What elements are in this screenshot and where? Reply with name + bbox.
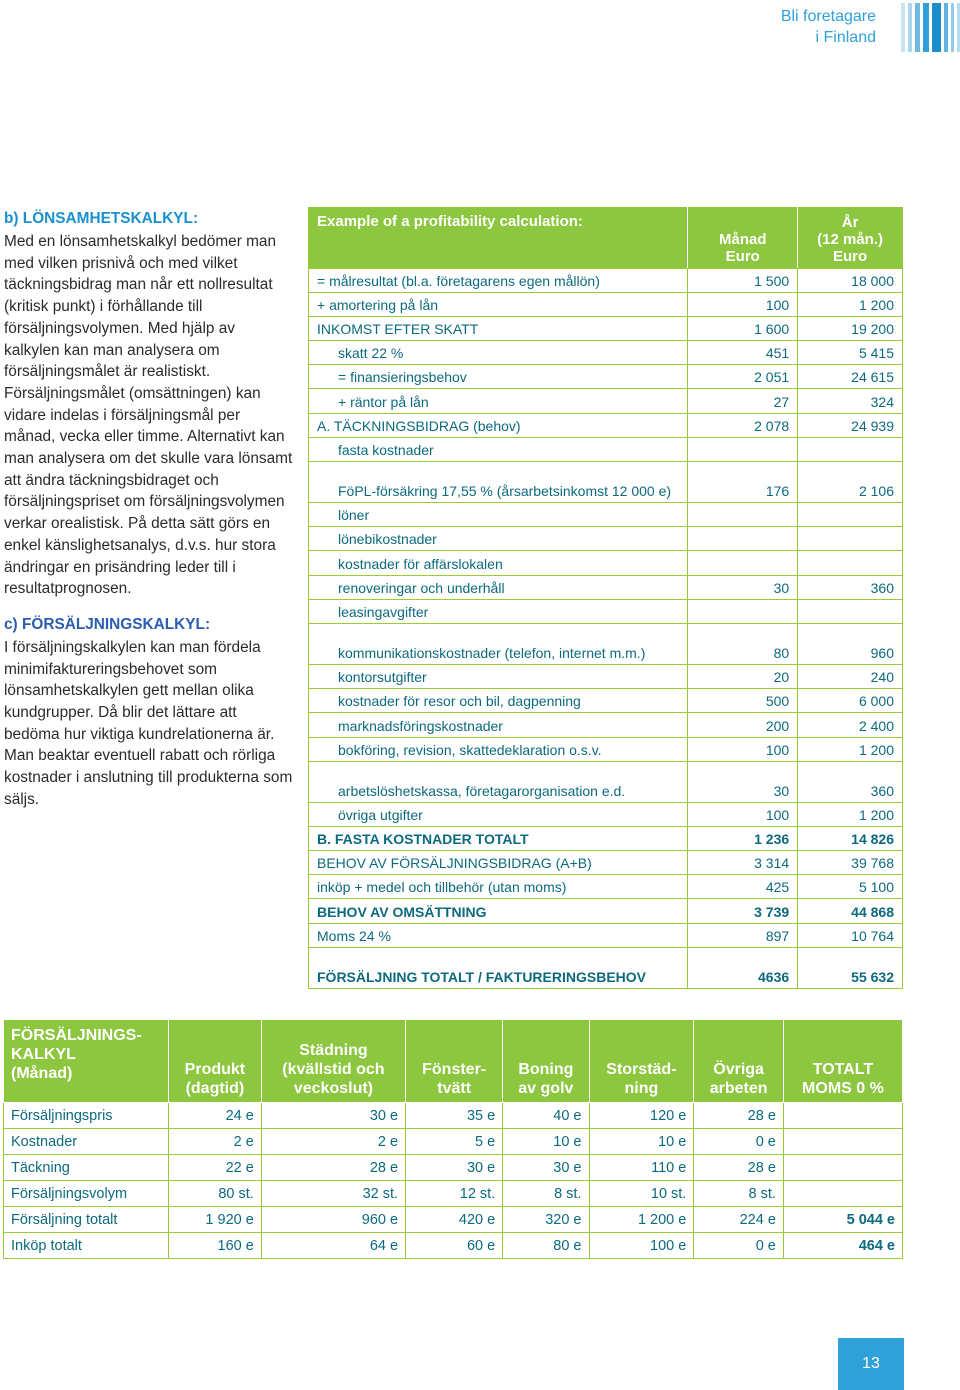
sales-row-label: Täckning xyxy=(4,1155,169,1181)
row-label: kommunikationskostnader (telefon, internet m.m.) xyxy=(309,623,688,664)
sales-cell: 960 e xyxy=(261,1207,405,1233)
row-month-value: 30 xyxy=(688,761,798,802)
profitability-row xyxy=(309,802,903,826)
row-label: Moms 24 % xyxy=(309,923,688,947)
row-year-value: 44 868 xyxy=(798,899,903,923)
sales-calculation-table xyxy=(3,1019,903,1259)
row-year-value: 1 200 xyxy=(798,737,903,761)
sales-cell: 80 st. xyxy=(169,1181,262,1207)
row-label: lönebikostnader xyxy=(309,527,688,551)
sales-cell: 60 e xyxy=(406,1233,503,1259)
profitability-row xyxy=(309,365,903,389)
profitability-row xyxy=(309,575,903,599)
row-month-value: 100 xyxy=(688,292,798,316)
row-month-value: 176 xyxy=(688,462,798,503)
row-year-value: 14 826 xyxy=(798,826,903,850)
sales-cell: 8 st. xyxy=(503,1181,589,1207)
profitability-header-row xyxy=(309,207,903,268)
sales-row xyxy=(4,1233,903,1259)
row-label: + räntor på lån xyxy=(309,389,688,413)
row-label: övriga utgifter xyxy=(309,802,688,826)
row-month-value: 3 739 xyxy=(688,899,798,923)
row-month-value: 3 314 xyxy=(688,851,798,875)
row-month-value: 100 xyxy=(688,802,798,826)
profitability-row xyxy=(309,737,903,761)
row-month-value: 451 xyxy=(688,341,798,365)
sales-cell: 0 e xyxy=(694,1129,784,1155)
row-label: bokföring, revision, skattedeklaration o.s.v. xyxy=(309,737,688,761)
row-year-value xyxy=(798,527,903,551)
brand-color-bars xyxy=(901,3,960,52)
row-year-value: 324 xyxy=(798,389,903,413)
sales-cell: 110 e xyxy=(589,1155,694,1181)
row-label: BEHOV AV OMSÄTTNING xyxy=(309,899,688,923)
row-year-value: 360 xyxy=(798,575,903,599)
row-year-value: 5 100 xyxy=(798,875,903,899)
sales-header-row xyxy=(4,1020,903,1103)
sales-cell: 224 e xyxy=(694,1207,784,1233)
sales-column-header: Produkt (dagtid) xyxy=(169,1020,262,1103)
sales-row-label: Inköp totalt xyxy=(4,1233,169,1259)
row-label: + amortering på lån xyxy=(309,292,688,316)
row-label: löner xyxy=(309,503,688,527)
sales-cell: 2 e xyxy=(169,1129,262,1155)
sales-cell xyxy=(783,1155,902,1181)
row-label: A. TÄCKNINGSBIDRAG (behov) xyxy=(309,413,688,437)
row-label: INKOMST EFTER SKATT xyxy=(309,316,688,340)
row-year-value: 18 000 xyxy=(798,268,903,292)
row-year-value: 24 615 xyxy=(798,365,903,389)
row-month-value: 1 236 xyxy=(688,826,798,850)
sales-row xyxy=(4,1207,903,1233)
sales-cell: 10 e xyxy=(503,1129,589,1155)
row-month-value: 897 xyxy=(688,923,798,947)
profitability-row xyxy=(309,413,903,437)
profitability-row xyxy=(309,689,903,713)
sales-column-header: FÖRSÄLJNINGS- KALKYL (Månad) xyxy=(4,1020,169,1103)
sales-column-header: Boning av golv xyxy=(503,1020,589,1103)
sales-row-label: Försäljningspris xyxy=(4,1103,169,1129)
brand-title xyxy=(781,6,876,48)
section-b-heading: b) LÖNSAMHETSKALKYL: xyxy=(4,210,199,227)
profitability-row xyxy=(309,875,903,899)
sales-cell: 28 e xyxy=(261,1155,405,1181)
sales-cell: 10 st. xyxy=(589,1181,694,1207)
row-year-value: 960 xyxy=(798,623,903,664)
row-year-value: 55 632 xyxy=(798,947,903,988)
row-label: kontorsutgifter xyxy=(309,664,688,688)
column-year-header: År (12 mån.) Euro xyxy=(798,207,903,268)
brand-bar xyxy=(923,3,929,52)
sales-column-header: Storstäd- ning xyxy=(589,1020,694,1103)
sales-cell: 5 e xyxy=(406,1129,503,1155)
profitability-row xyxy=(309,268,903,292)
row-year-value: 5 415 xyxy=(798,341,903,365)
sales-cell xyxy=(783,1181,902,1207)
sales-cell: 12 st. xyxy=(406,1181,503,1207)
row-year-value: 1 200 xyxy=(798,292,903,316)
brand-line-2: i Finland xyxy=(815,29,876,46)
sales-cell: 320 e xyxy=(503,1207,589,1233)
row-label: fasta kostnader xyxy=(309,437,688,461)
row-label: = finansieringsbehov xyxy=(309,365,688,389)
sales-cell: 28 e xyxy=(694,1155,784,1181)
brand-bar xyxy=(944,3,948,52)
row-label: skatt 22 % xyxy=(309,341,688,365)
row-label: leasingavgifter xyxy=(309,599,688,623)
brand-line-1: Bli foretagare xyxy=(780,8,876,25)
profitability-row xyxy=(309,462,903,503)
brand-bar xyxy=(901,3,905,52)
row-label: kostnader för resor och bil, dagpenning xyxy=(309,689,688,713)
sales-cell: 1 920 e xyxy=(169,1207,262,1233)
sales-cell: 28 e xyxy=(694,1103,784,1129)
profitability-row xyxy=(309,664,903,688)
row-year-value: 1 200 xyxy=(798,802,903,826)
sales-column-header: Fönster- tvätt xyxy=(406,1020,503,1103)
section-c-heading: c) FÖRSÄLJNINGSKALKYL: xyxy=(4,615,211,633)
row-month-value: 200 xyxy=(688,713,798,737)
row-year-value: 2 106 xyxy=(798,462,903,503)
row-month-value: 1 500 xyxy=(688,268,798,292)
sales-row-label: Kostnader xyxy=(4,1129,169,1155)
sales-cell: 30 e xyxy=(261,1103,405,1129)
row-label: FÖRSÄLJNING TOTALT / FAKTURERINGSBEHOV xyxy=(309,947,688,988)
profitability-row xyxy=(309,389,903,413)
sales-cell: 100 e xyxy=(589,1233,694,1259)
brand-bar xyxy=(915,3,920,52)
profitability-row xyxy=(309,503,903,527)
profitability-row xyxy=(309,923,903,947)
row-month-value: 2 051 xyxy=(688,365,798,389)
row-label: inköp + medel och tillbehör (utan moms) xyxy=(309,875,688,899)
row-label: renoveringar och underhåll xyxy=(309,575,688,599)
sales-cell: 5 044 e xyxy=(783,1207,902,1233)
row-month-value: 1 600 xyxy=(688,316,798,340)
sales-cell: 120 e xyxy=(589,1103,694,1129)
brand-bar xyxy=(951,3,954,52)
sales-row xyxy=(4,1181,903,1207)
brand-bar xyxy=(932,3,941,52)
sales-cell: 464 e xyxy=(783,1233,902,1259)
row-month-value: 2 078 xyxy=(688,413,798,437)
profitability-row xyxy=(309,623,903,664)
sales-cell: 32 st. xyxy=(261,1181,405,1207)
sales-column-header: TOTALT MOMS 0 % xyxy=(783,1020,902,1103)
profitability-row xyxy=(309,292,903,316)
sales-cell: 80 e xyxy=(503,1233,589,1259)
sales-cell: 30 e xyxy=(503,1155,589,1181)
row-month-value xyxy=(688,527,798,551)
profitability-row xyxy=(309,341,903,365)
row-month-value xyxy=(688,503,798,527)
sales-cell: 2 e xyxy=(261,1129,405,1155)
row-year-value: 24 939 xyxy=(798,413,903,437)
row-label: arbetslöshetskassa, företagarorganisation e.d. xyxy=(309,761,688,802)
row-month-value: 27 xyxy=(688,389,798,413)
section-b-text: Med en lönsamhetskalkyl bedömer man med vilken prisnivå och med vilket täckningsbidrag man når ett nollresultat (kritisk punkt) i förhållande till försäljningsvolymen. Med hjälp av kalkylen kan man analysera om försäljningsmålet är realistiskt. Försäljningsmålet (omsättningen) kan vidare indelas i försäljningsmål per månad, vecka eller timme. Alternativt kan man analysera om det skulle vara lönsamt att ändra täckningsbidraget och försäljningspriset om försäljningsvolymen verkar orealistisk. På detta sätt görs en enkel känslighetsanalys, d.v.s. hur stora ändringar en prisändring leder till i resultatprognosen. xyxy=(4,233,293,598)
profitability-row xyxy=(309,551,903,575)
row-month-value: 20 xyxy=(688,664,798,688)
row-year-value xyxy=(798,551,903,575)
sales-column-header: Städning (kvällstid och veckoslut) xyxy=(261,1020,405,1103)
sales-cell: 420 e xyxy=(406,1207,503,1233)
profitability-table xyxy=(308,207,903,989)
brand-bar xyxy=(908,3,912,52)
row-label: B. FASTA KOSTNADER TOTALT xyxy=(309,826,688,850)
row-month-value xyxy=(688,551,798,575)
left-text-column xyxy=(4,208,294,825)
row-month-value xyxy=(688,437,798,461)
row-year-value xyxy=(798,503,903,527)
sales-row xyxy=(4,1155,903,1181)
row-label: BEHOV AV FÖRSÄLJNINGSBIDRAG (A+B) xyxy=(309,851,688,875)
row-year-value: 19 200 xyxy=(798,316,903,340)
row-month-value: 100 xyxy=(688,737,798,761)
profitability-row xyxy=(309,713,903,737)
row-label: kostnader för affärslokalen xyxy=(309,551,688,575)
sales-row-label: Försäljningsvolym xyxy=(4,1181,169,1207)
profitability-row xyxy=(309,437,903,461)
row-year-value: 39 768 xyxy=(798,851,903,875)
sales-cell: 64 e xyxy=(261,1233,405,1259)
row-month-value: 425 xyxy=(688,875,798,899)
row-month-value: 4636 xyxy=(688,947,798,988)
sales-cell: 8 st. xyxy=(694,1181,784,1207)
row-month-value: 80 xyxy=(688,623,798,664)
sales-row xyxy=(4,1129,903,1155)
profitability-row xyxy=(309,826,903,850)
profitability-row xyxy=(309,851,903,875)
profitability-row xyxy=(309,899,903,923)
column-month-header: Månad Euro xyxy=(688,207,798,268)
profitability-row xyxy=(309,316,903,340)
sales-cell: 22 e xyxy=(169,1155,262,1181)
sales-cell: 1 200 e xyxy=(589,1207,694,1233)
row-year-value xyxy=(798,599,903,623)
row-month-value: 500 xyxy=(688,689,798,713)
row-year-value: 2 400 xyxy=(798,713,903,737)
row-label: = målresultat (bl.a. företagarens egen mållön) xyxy=(309,268,688,292)
sales-cell: 0 e xyxy=(694,1233,784,1259)
profitability-row xyxy=(309,947,903,988)
profitability-title: Example of a profitability calculation: xyxy=(309,207,688,268)
row-year-value: 360 xyxy=(798,761,903,802)
profitability-row xyxy=(309,527,903,551)
sales-row-label: Försäljning totalt xyxy=(4,1207,169,1233)
row-year-value: 240 xyxy=(798,664,903,688)
sales-cell: 30 e xyxy=(406,1155,503,1181)
sales-cell: 10 e xyxy=(589,1129,694,1155)
profitability-row xyxy=(309,761,903,802)
row-year-value: 6 000 xyxy=(798,689,903,713)
sales-cell: 35 e xyxy=(406,1103,503,1129)
sales-cell: 160 e xyxy=(169,1233,262,1259)
sales-cell xyxy=(783,1129,902,1155)
profitability-row xyxy=(309,599,903,623)
sales-cell: 40 e xyxy=(503,1103,589,1129)
sales-column-header: Övriga arbeten xyxy=(694,1020,784,1103)
row-month-value xyxy=(688,599,798,623)
sales-cell: 24 e xyxy=(169,1103,262,1129)
page-number: 13 xyxy=(838,1338,904,1390)
row-year-value: 10 764 xyxy=(798,923,903,947)
sales-cell xyxy=(783,1103,902,1129)
sales-row xyxy=(4,1103,903,1129)
row-label: FöPL-försäkring 17,55 % (årsarbetsinkomst 12 000 e) xyxy=(309,462,688,503)
section-c-text: I försäljningskalkylen kan man fördela minimifaktureringsbehovet som lönsamhetskalkylen gett mellan olika kundgrupper. Då blir det lättare att bedöma hur viktiga kundrelationerna är. Man beaktar eventuell rabatt och rörliga kostnader i anslutning till produkterna som säljs. xyxy=(4,638,293,808)
row-month-value: 30 xyxy=(688,575,798,599)
row-year-value xyxy=(798,437,903,461)
row-label: marknadsföringskostnader xyxy=(309,713,688,737)
